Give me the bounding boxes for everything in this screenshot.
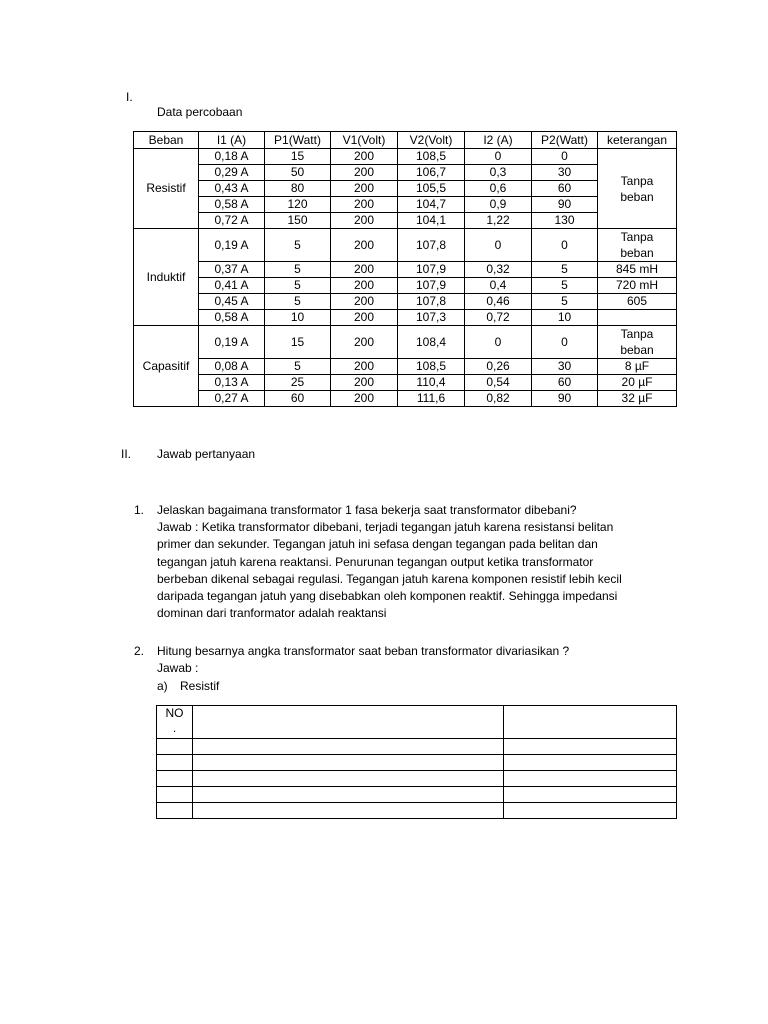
q2-sub-label: a) [157, 679, 168, 693]
table-cell: 110,4 [398, 375, 465, 391]
table-cell: 10 [265, 310, 331, 326]
table-cell: 0,72 [465, 310, 532, 326]
group-label-capasitif: Capasitif [134, 326, 199, 407]
table-cell: 605 [598, 294, 677, 310]
table-cell: 30 [532, 165, 598, 181]
table-row [134, 278, 677, 294]
table-cell: 5 [532, 278, 598, 294]
table-cell: 130 [532, 213, 598, 229]
table-cell: 0,19 A [199, 229, 265, 262]
table-cell: 15 [265, 326, 331, 359]
table-cell: 0,6 [465, 181, 532, 197]
table-cell: 5 [265, 359, 331, 375]
table-cell: 200 [331, 391, 398, 407]
q2-question: Hitung besarnya angka transformator saat beban transformator divariasikan ? [157, 644, 570, 658]
table-cell: 0 [532, 149, 598, 165]
header-cell: V2(Volt) [398, 132, 465, 149]
table-row [134, 197, 677, 213]
table-cell: 107,8 [398, 294, 465, 310]
table-cell: 0,3 [465, 165, 532, 181]
table-row [134, 310, 677, 326]
section-2-title: Jawab pertanyaan [157, 447, 256, 461]
table-cell: 200 [331, 326, 398, 359]
table-cell: 60 [532, 181, 598, 197]
header-cell: I1 (A) [199, 132, 265, 149]
q1-answer-line: daripada tegangan jatuh yang disebabkan oleh komponen reaktif. Sehingga impedansi [157, 589, 618, 604]
table-cell: 105,5 [398, 181, 465, 197]
table-cell: 0,58 A [199, 197, 265, 213]
table-cell: 200 [331, 359, 398, 375]
keterangan-line: beban [620, 189, 654, 204]
table-cell: 200 [331, 294, 398, 310]
table-cell [157, 755, 193, 771]
table-cell: 0,43 A [199, 181, 265, 197]
table-cell: 60 [265, 391, 331, 407]
table-cell: 0,19 A [199, 326, 265, 359]
table-cell: 111,6 [398, 391, 465, 407]
table-cell [504, 706, 677, 739]
table-cell: 200 [331, 165, 398, 181]
table-cell: 5 [265, 229, 331, 262]
header-cell: P1(Watt) [265, 132, 331, 149]
table-cell: 0,82 [465, 391, 532, 407]
table-cell [193, 706, 504, 739]
table-cell: 0,32 [465, 262, 532, 278]
table-cell [193, 771, 504, 787]
table-row [134, 262, 677, 278]
table-row [134, 181, 677, 197]
table-row [134, 213, 677, 229]
table-cell: 0,08 A [199, 359, 265, 375]
table-cell [193, 787, 504, 803]
table-cell: 0 [532, 229, 598, 262]
table-cell: 0 [532, 326, 598, 359]
table-cell: 90 [532, 197, 598, 213]
table-cell: 15 [265, 149, 331, 165]
group-label-induktif: Induktif [134, 229, 199, 326]
table-cell: 5 [265, 262, 331, 278]
q1-answer-line: Jawab : Ketika transformator dibebani, terjadi tegangan jatuh karena resistansi belitan [157, 520, 614, 535]
table-cell: 107,9 [398, 262, 465, 278]
table-cell [157, 787, 193, 803]
table-cell [193, 739, 504, 755]
table-cell: 0,18 A [199, 149, 265, 165]
keterangan-line: Tanpa [620, 230, 654, 244]
table-cell: 0 [465, 149, 532, 165]
table-row [157, 803, 677, 819]
table-cell: 0,54 [465, 375, 532, 391]
section-1-numeral: I. [126, 90, 133, 104]
table-cell: 0,58 A [199, 310, 265, 326]
table-cell: 25 [265, 375, 331, 391]
table-cell: 1,22 [465, 213, 532, 229]
table-cell [193, 803, 504, 819]
table-cell: 5 [532, 294, 598, 310]
table-cell: 50 [265, 165, 331, 181]
table-cell: 5 [265, 278, 331, 294]
table-row [134, 294, 677, 310]
table-cell: 107,3 [398, 310, 465, 326]
table-cell: 8 µF [598, 359, 677, 375]
table-cell: 0,4 [465, 278, 532, 294]
no-header-dot: . [172, 721, 177, 735]
table-cell: 32 µF [598, 391, 677, 407]
header-cell: V1(Volt) [331, 132, 398, 149]
table-cell: 720 mH [598, 278, 677, 294]
table-cell: 0 [465, 326, 532, 359]
header-cell: keterangan [598, 132, 677, 149]
table-cell: 120 [265, 197, 331, 213]
table-cell: 200 [331, 375, 398, 391]
table-row [134, 359, 677, 375]
group-label-resistif: Resistif [134, 149, 199, 229]
keterangan-resistif [598, 149, 677, 229]
q1-answer-line: dominan dari tranformator adalah reaktansi [157, 606, 387, 621]
keterangan-line: beban [620, 246, 654, 260]
table-cell: 200 [331, 181, 398, 197]
table-row [134, 375, 677, 391]
table-cell: 0,41 A [199, 278, 265, 294]
table-cell: 0,45 A [199, 294, 265, 310]
q1-answer-line: primer dan sekunder. Tegangan jatuh ini sefasa dengan tegangan pada belitan dan [157, 537, 598, 552]
table-cell [157, 739, 193, 755]
table-cell: 200 [331, 262, 398, 278]
table-cell: 106,7 [398, 165, 465, 181]
table-row [157, 787, 677, 803]
q2-sub-title: Resistif [180, 679, 220, 693]
table-cell: 104,7 [398, 197, 465, 213]
table-row [157, 771, 677, 787]
keterangan-line: beban [620, 343, 654, 357]
q1-question: Jelaskan bagaimana transformator 1 fasa bekerja saat transformator dibebani? [157, 503, 577, 517]
table-row [134, 149, 677, 165]
table-cell: 80 [265, 181, 331, 197]
table-cell: 200 [331, 229, 398, 262]
table-cell: 150 [265, 213, 331, 229]
keterangan-capasitif-0 [598, 326, 677, 359]
table-cell: 107,8 [398, 229, 465, 262]
table-cell: 108,5 [398, 149, 465, 165]
table-cell [157, 803, 193, 819]
table-cell [504, 755, 677, 771]
no-header-text: NO [165, 706, 184, 720]
table-row [134, 229, 677, 262]
table-cell: 0,46 [465, 294, 532, 310]
table-cell [504, 787, 677, 803]
table-cell: 20 µF [598, 375, 677, 391]
table-row [157, 755, 677, 771]
table-row [157, 739, 677, 755]
table-cell: 108,5 [398, 359, 465, 375]
table-cell [157, 771, 193, 787]
table-cell: 60 [532, 375, 598, 391]
table-cell [504, 803, 677, 819]
q1-answer-line: berbeban dikenal sebagai regulasi. Tegangan jatuh karena komponen resistif lebih kecil [157, 571, 622, 586]
table-cell: 200 [331, 278, 398, 294]
table-cell: 200 [331, 310, 398, 326]
table-row [134, 326, 677, 359]
keterangan-line: Tanpa [620, 173, 654, 188]
table-cell [504, 739, 677, 755]
table-cell: 108,4 [398, 326, 465, 359]
table-row [134, 165, 677, 181]
header-cell: Beban [134, 132, 199, 149]
header-cell: I2 (A) [465, 132, 532, 149]
keterangan-induktif-0 [598, 229, 677, 262]
table-cell: 5 [532, 262, 598, 278]
table-cell: 0,13 A [199, 375, 265, 391]
table-cell: 30 [532, 359, 598, 375]
section-2-numeral: II. [121, 447, 132, 461]
table-cell: 200 [331, 149, 398, 165]
data-percobaan-table [133, 131, 677, 407]
table-cell: 0,29 A [199, 165, 265, 181]
table-cell: 0,27 A [199, 391, 265, 407]
table-header-row [157, 706, 677, 739]
table-cell: 10 [532, 310, 598, 326]
table-cell: 5 [265, 294, 331, 310]
table-cell: 107,9 [398, 278, 465, 294]
table-cell: 845 mH [598, 262, 677, 278]
table-cell [504, 771, 677, 787]
section-1-title: Data percobaan [157, 105, 243, 119]
table-cell: 0,72 A [199, 213, 265, 229]
table-cell: 104,1 [398, 213, 465, 229]
keterangan-line: Tanpa [620, 327, 654, 341]
q1-block [157, 502, 657, 622]
table-cell: 200 [331, 213, 398, 229]
header-cell: P2(Watt) [532, 132, 598, 149]
q1-answer-line: tegangan jatuh karena reaktansi. Penurunan tegangan output ketika transformator [157, 554, 594, 569]
table-cell: 0,37 A [199, 262, 265, 278]
table-cell [193, 755, 504, 771]
table-cell: 0 [465, 229, 532, 262]
q2-number: 2. [134, 644, 145, 658]
q2-jawab: Jawab : [157, 661, 199, 675]
table-cell [598, 310, 677, 326]
table-header-row [134, 132, 677, 149]
table-cell: 0,26 [465, 359, 532, 375]
table-cell: 90 [532, 391, 598, 407]
resistif-answer-table [156, 705, 677, 819]
table-cell: 200 [331, 197, 398, 213]
no-header-cell [157, 706, 193, 739]
table-row [134, 391, 677, 407]
q1-number: 1. [134, 503, 145, 517]
table-cell: 0,9 [465, 197, 532, 213]
